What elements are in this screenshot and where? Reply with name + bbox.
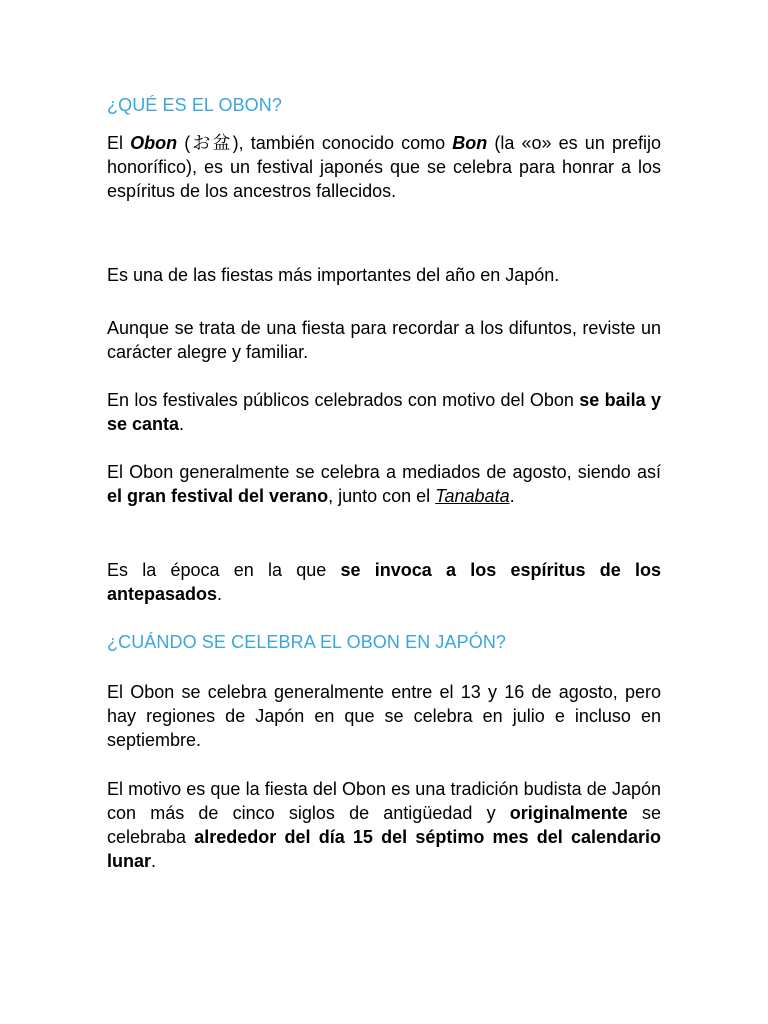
paragraph-festivals: En los festivales públicos celebrados con motivo del Obon se baila y se canta.	[107, 390, 661, 434]
term-tanabata: Tanabata	[435, 486, 510, 506]
term-obon: Obon	[130, 133, 178, 153]
highlight-invoke-spirits: se invoca a los espíritus de los antepasados	[107, 560, 661, 604]
highlight-lunar-calendar: alrededor del día 15 del séptimo mes del calendario lunar	[107, 827, 661, 871]
highlight-summer-festival: el gran festival del verano	[107, 486, 329, 506]
heading-what-is-obon: ¿QUÉ ES EL OBON?	[107, 95, 282, 115]
paragraph-invocation: Es la época en la que se invoca a los espíritus de los antepasados.	[107, 560, 661, 604]
highlight-originally: originalmente	[509, 803, 628, 823]
paragraph-character: Aunque se trata de una fiesta para recordar a los difuntos, reviste un carácter alegre y familiar.	[107, 318, 661, 362]
paragraph-summer-festival: El Obon generalmente se celebra a mediados de agosto, siendo así el gran festival del verano, junto con el Tanabata.	[107, 462, 661, 506]
term-bon: Bon	[452, 133, 488, 153]
paragraph-dates: El Obon se celebra generalmente entre el 13 y 16 de agosto, pero hay regiones de Japón en que se celebra en julio e incluso en septiembre.	[107, 682, 661, 750]
heading-when-obon: ¿CUÁNDO SE CELEBRA EL OBON EN JAPÓN?	[107, 632, 507, 652]
highlight-dance-sing: se baila y se canta	[107, 390, 661, 434]
paragraph-obon-definition: El Obon (お盆), también conocido como Bon (la «o» es un prefijo honorífico), es un festival japonés que se celebra para honrar a los espíritus de los ancestros fallecidos.	[107, 133, 661, 201]
paragraph-reason: El motivo es que la fiesta del Obon es una tradición budista de Japón con más de cinco siglos de antigüedad y originalmente se celebraba alrededor del día 15 del séptimo mes del calendario lunar.	[107, 779, 662, 871]
paragraph-importance: Es una de las fiestas más importantes del año en Japón.	[107, 265, 560, 285]
